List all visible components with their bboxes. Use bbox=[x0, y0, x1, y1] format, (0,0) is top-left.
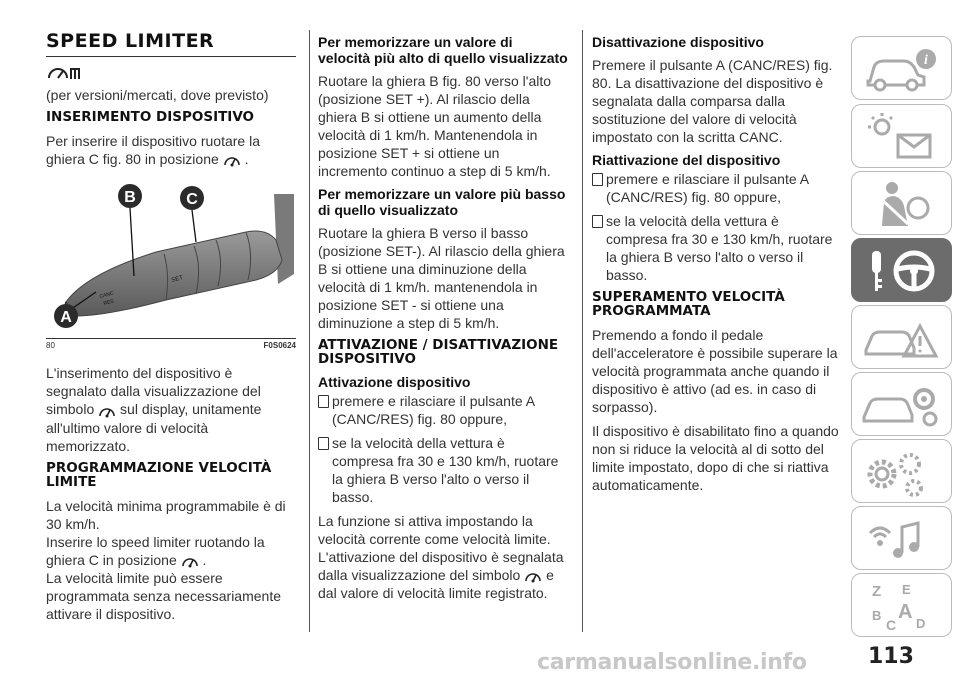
column-divider bbox=[309, 30, 310, 632]
heading-disattivazione: Disattivazione dispositivo bbox=[592, 34, 764, 50]
fig-label-set: SET bbox=[170, 275, 184, 285]
figure-80 bbox=[46, 174, 296, 334]
chapter-tab-multimedia[interactable] bbox=[851, 506, 952, 570]
chapter-tab-dashboard[interactable] bbox=[851, 104, 952, 168]
availability-note: (per versioni/mercati, dove previsto) bbox=[46, 87, 269, 103]
heading-memorizzare-alto: Per memorizzare un valore di velocità più alto di quello visualizzato bbox=[318, 34, 568, 66]
chapter-tab-knowing-car[interactable] bbox=[851, 36, 952, 100]
chapter-tab-technical-data[interactable] bbox=[851, 439, 952, 503]
speed-limiter-symbol-icon bbox=[98, 403, 116, 419]
heading-attivazione-dispositivo: Attivazione dispositivo bbox=[318, 374, 471, 390]
chapter-tab-maintenance[interactable] bbox=[851, 372, 952, 436]
car-service-icon bbox=[852, 373, 953, 437]
seatbelt-icon bbox=[852, 172, 953, 236]
page-number: 113 bbox=[868, 644, 914, 669]
svg-text:C: C bbox=[886, 617, 897, 633]
paragraph-minima: La velocità minima programmabile è di 30 km/h. bbox=[46, 497, 286, 532]
checkbox-bullet-icon bbox=[592, 215, 603, 228]
checkbox-bullet-icon bbox=[592, 173, 603, 186]
key-steering-wheel-icon bbox=[852, 239, 953, 303]
music-connectivity-icon bbox=[852, 507, 953, 571]
paragraph-disattivazione: Premere il pulsante A (CANC/RES) fig. 80. La disattivazione del dispositivo è segnalata dalla comparsa dalla sostituzione del valore di velocità impostato con la scritta CANC. bbox=[592, 57, 833, 145]
speed-limiter-icon bbox=[46, 65, 84, 81]
paragraph-funzione: La funzione si attiva impostando la velocità corrente come velocità limite. L'attivazione del dispositivo è segnalata dalla visualizzazione del simbolo e dal valore di velocità limite registrato. bbox=[318, 513, 564, 602]
heading-programmazione: PROGRAMMAZIONE VELOCITÀ LIMITE bbox=[46, 459, 272, 490]
heading-superamento: SUPERAMENTO VELOCITÀ PROGRAMMATA bbox=[592, 289, 785, 319]
chapter-tab-starting-driving[interactable] bbox=[851, 238, 952, 302]
bullet-item: premere e rilasciare il pulsante A (CANC/RES) fig. 80 oppure, bbox=[318, 392, 568, 428]
bullet-item: se la velocità della vettura è compresa fra 30 e 130 km/h, ruotare la ghiera B verso l'alto o verso il basso. bbox=[592, 212, 842, 284]
paragraph-inserimento: Per inserire il dispositivo ruotare la ghiera C fig. 80 in posizione . bbox=[46, 133, 260, 167]
paragraph-disabilitato: Il dispositivo è disabilitato fino a quando non si riduce la velocità al di sotto del limite impostato, dopo di che si riattiva automaticamente. bbox=[592, 423, 839, 493]
heading-riattivazione: Riattivazione del dispositivo bbox=[592, 152, 781, 168]
fig-label-c: C bbox=[186, 191, 198, 209]
warning-light-mail-icon bbox=[852, 105, 953, 169]
checkbox-bullet-icon bbox=[318, 395, 329, 408]
car-info-icon bbox=[852, 37, 953, 101]
paragraph-basso: Ruotare la ghiera B verso il basso (posizione SET-). Al rilascio della ghiera B si ottiene una diminuzione della velocità di 1 km/h. mantenendola in posizione SET - si ottiene una diminuzione a step di 5 km/h. bbox=[318, 225, 565, 331]
chapter-tab-index[interactable] bbox=[851, 573, 952, 637]
svg-text:B: B bbox=[872, 608, 882, 623]
car-emergency-icon bbox=[852, 306, 953, 370]
paragraph-segnalato: L'inserimento del dispositivo è segnalato dalla visualizzazione del simbolo sul display, unitamente all'ultimo valore di velocità memorizzato. bbox=[46, 365, 262, 454]
speed-limiter-symbol-icon bbox=[181, 553, 199, 569]
column-2 bbox=[318, 30, 568, 608]
fig-label-res: RES bbox=[102, 298, 115, 308]
page-title: SPEED LIMITER bbox=[46, 30, 296, 57]
paragraph-limite: La velocità limite può essere programmata senza necessariamente attivare il dispositivo. bbox=[46, 569, 282, 622]
bullet-item: premere e rilasciare il pulsante A (CANC/RES) fig. 80 oppure, bbox=[592, 170, 842, 206]
fig-label-a: A bbox=[60, 309, 72, 327]
index-letters-icon bbox=[852, 574, 953, 638]
figure-code: F0S0624 bbox=[263, 341, 296, 351]
column-divider bbox=[582, 30, 583, 632]
svg-text:Z: Z bbox=[872, 583, 882, 600]
bullet-item: se la velocità della vettura è compresa fra 30 e 130 km/h, ruotare la ghiera B verso l'alto o verso il basso. bbox=[318, 434, 568, 506]
watermark: carmanualsonline.info bbox=[537, 650, 807, 675]
fig-label-canc: CANC bbox=[98, 290, 115, 301]
heading-inserimento: INSERIMENTO DISPOSITIVO bbox=[46, 109, 255, 125]
heading-memorizzare-basso: Per memorizzare un valore più basso di quello visualizzato bbox=[318, 186, 566, 218]
fig-label-b: B bbox=[124, 189, 136, 207]
speed-limiter-symbol-icon bbox=[524, 568, 542, 584]
column-1 bbox=[46, 30, 296, 629]
gears-icon bbox=[852, 440, 953, 504]
paragraph-premendo: Premendo a fondo il pedale dell'acceleratore è possibile superare la velocità programmata anche quando il dispositivo è attivo (ad es. in caso di sorpasso). bbox=[592, 327, 838, 415]
svg-text:A: A bbox=[898, 601, 913, 623]
figure-caption bbox=[46, 338, 296, 350]
svg-text:D: D bbox=[916, 616, 926, 631]
speed-limiter-symbol-icon bbox=[223, 152, 241, 168]
paragraph-inserire: Inserire lo speed limiter ruotando la ghiera C in posizione . bbox=[46, 533, 265, 568]
heading-attivazione: ATTIVAZIONE / DISATTIVAZIONE DISPOSITIVO bbox=[318, 337, 559, 367]
column-3 bbox=[592, 30, 842, 500]
chapter-tab-safety[interactable] bbox=[851, 171, 952, 235]
chapter-tab-emergency[interactable] bbox=[851, 305, 952, 369]
checkbox-bullet-icon bbox=[318, 437, 329, 450]
paragraph-alto: Ruotare la ghiera B fig. 80 verso l'alto (posizione SET +). Al rilascio della ghiera B si ottiene un aumento della velocità di 1 km/h. Mantenendola in posizione SET + si ottiene un incremento continuo a step di 5 km/h. bbox=[318, 73, 552, 179]
svg-text:E: E bbox=[902, 582, 911, 597]
svg-text:i: i bbox=[924, 53, 928, 68]
figure-number: 80 bbox=[46, 341, 55, 351]
